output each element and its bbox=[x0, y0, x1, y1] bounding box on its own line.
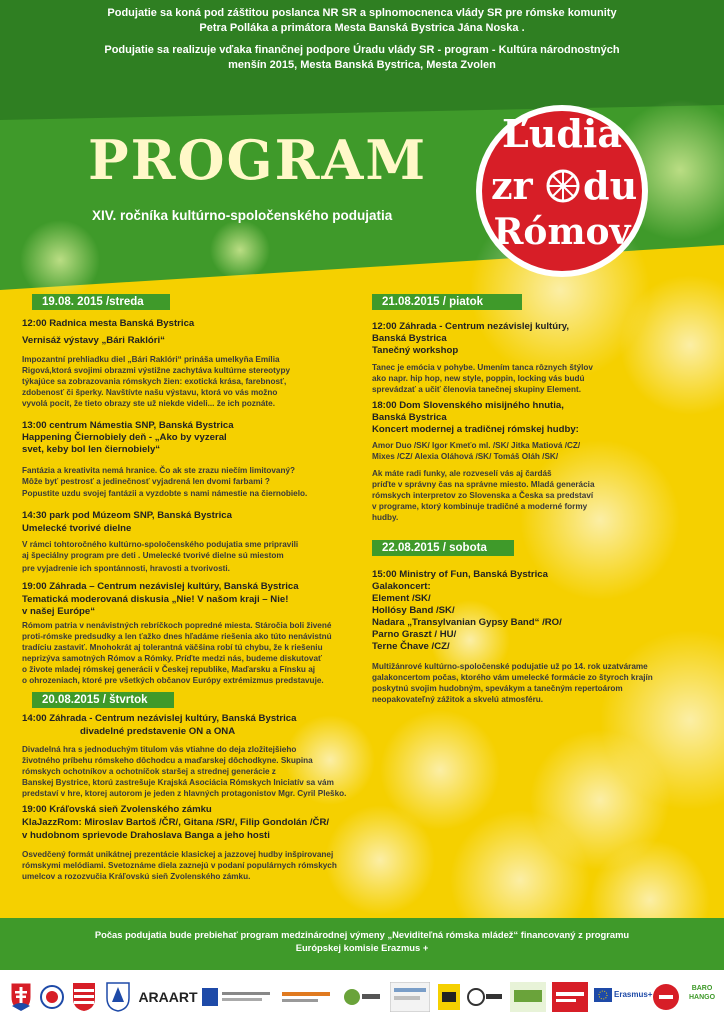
event-desc-line: Multižánrové kultúrno-spoločenské podujatie už po 14. rok uzatvárame bbox=[372, 662, 648, 671]
partner-logo-icon bbox=[390, 982, 430, 1012]
event-desc-line: pre vyjadrenie ich spontánnosti, hravosti a tvorivosti. bbox=[22, 564, 230, 573]
event-title: 19:00 Kráľovská sieň Zvolenského zámku bbox=[22, 804, 212, 815]
event-desc-line: Rómom patria v nenávistných rebríčkoch popredné miesta. Stáročia boli živené bbox=[22, 621, 332, 630]
badge-line3: Rómov bbox=[493, 211, 631, 253]
event-desc-line: sprevádzať a učiť členovia tanečnej skupiny Element. bbox=[372, 385, 581, 394]
event-title: Umelecké tvorivé dielne bbox=[22, 523, 132, 534]
header-patronage-line1: Podujatie sa koná pod záštitou poslanca NR SR a splnomocnenca vlády SR pre rómske komunity bbox=[107, 7, 617, 19]
wheel-icon bbox=[545, 168, 581, 204]
baro-hango-logo: BARO HANGO bbox=[688, 985, 716, 1001]
event-desc-line: Osvedčený formát unikátnej prezentácie klasickej a jazzovej hudby inšpirovanej bbox=[22, 850, 334, 859]
performer-name: Hollósy Band /SK/ bbox=[372, 605, 455, 616]
performer-name: Parno Graszt / HU/ bbox=[372, 629, 457, 640]
partner-logo-icon bbox=[438, 984, 460, 1010]
event-desc-line: predstaví v hre, ktorej autorom je jeden z hlavných protagonistov Mgr. Cyril Pleško. bbox=[22, 789, 347, 798]
eu-flag-icon bbox=[594, 988, 612, 1002]
event-title: svet, keby bol len čiernobiely“ bbox=[22, 444, 161, 455]
event-desc-line: zdobenosť či šperky. Navštívte našu výstavu, ktorá vo vás možno bbox=[22, 388, 278, 397]
banska-bystrica-coat-icon bbox=[72, 982, 96, 1012]
araart-logo: ARAART bbox=[138, 989, 198, 1005]
date-bar-21-08: 21.08.2015 / piatok bbox=[372, 294, 522, 310]
partner-logos bbox=[0, 978, 724, 1018]
subtitle: XIV. ročníka kultúrno-spoločenského podujatia bbox=[92, 208, 393, 223]
date-bar-22-08: 22.08.2015 / sobota bbox=[372, 540, 514, 556]
performer-name: Nadara „Transylvanian Gypsy Band“ /RO/ bbox=[372, 617, 562, 628]
event-desc-line: o živote mladej rómskej generácii v Českej republike, Maďarsku a Fínsku aj bbox=[22, 665, 316, 674]
event-title: Happening Čiernobiely deň - „Ako by vyzeral bbox=[22, 432, 227, 443]
event-desc-line: Mixes /CZ/ Alexia Oláhová /SK/ Tomáš Oláh /SK/ bbox=[372, 452, 559, 461]
event-subtitle: Vernisáž výstavy „Bári Raklóri“ bbox=[22, 335, 165, 346]
event-desc-line: Tanec je emócia v pohybe. Umením tanca rôznych štýlov bbox=[372, 363, 593, 372]
event-title: Tematická moderovaná diskusia „Nie! V našom kraji – Nie! bbox=[22, 594, 289, 605]
event-title: divadelné predstavenie ON a ONA bbox=[80, 726, 236, 737]
partner-logo-icon bbox=[510, 982, 546, 1012]
event-desc-line: neprizýva samotných Rómov a Rómky. Príďte medzi nás, budeme diskutovať bbox=[22, 654, 322, 663]
event-title: Galakoncert: bbox=[372, 581, 431, 592]
badge-line2-right: du bbox=[583, 163, 638, 208]
event-desc-line: Divadelná hra s jednoduchým titulom vás vtiahne do deja zložitejšieho bbox=[22, 745, 297, 754]
event-desc-line: proti-rómske predsudky a len ťažko dnes hľadáme riešenia ako túto nenávistnú bbox=[22, 632, 332, 641]
event-title: 12:00 Záhrada - Centrum nezávislej kultúry, bbox=[372, 321, 570, 332]
event-desc-line: vyvolá pocit, že tieto obrazy ste už niekde videli... že ich poznáte. bbox=[22, 399, 275, 408]
event-desc-line: životného príbehu rómskeho dôchodcu a maďarskej dôchodkyne. Skupina bbox=[22, 756, 313, 765]
event-title: 19:00 Záhrada – Centrum nezávislej kultúry, Banská Bystrica bbox=[22, 581, 299, 592]
partner-logo-icon bbox=[552, 982, 588, 1012]
event-title: Tanečný workshop bbox=[372, 345, 459, 356]
event-desc-line: rómskych ochotníkov a ochotníčok staršej a strednej generácie z bbox=[22, 767, 276, 776]
government-office-emblem-icon bbox=[40, 982, 64, 1012]
partner-logo-icon bbox=[282, 986, 332, 1008]
ministry-logo-icon bbox=[202, 986, 272, 1008]
event-desc-line: Popustite uzdu svojej fantázii a vyzdobte s nami námestie na čiernobielo. bbox=[22, 489, 308, 498]
event-desc-line: Amor Duo /SK/ Igor Kmeťo ml. /SK/ Jitka Matiová /CZ/ bbox=[372, 441, 581, 450]
performer-name: Terne Čhave /CZ/ bbox=[372, 641, 450, 652]
event-desc-line: Rigová,ktorá svojimi obrazmi výstižne zachytáva kultúrne stereotypy bbox=[22, 366, 291, 375]
event-logo-badge bbox=[473, 102, 651, 280]
performer-name: Element /SK/ bbox=[372, 593, 431, 604]
footer-erasmus-line1: Počas podujatia bude prebiehať program medzinárodnej výmeny „Neviditeľná rómska mládež“ financovaný z programu bbox=[94, 929, 630, 940]
partner-logo-icon bbox=[466, 984, 504, 1010]
event-desc-line: Ak máte radi funky, ale rozveselí vás aj čardáš bbox=[372, 469, 552, 478]
event-desc-line: príďte v správny čas na správne miesto. Mladá generácia bbox=[372, 480, 595, 489]
event-desc-line: umelcov a rozozvučia Kráľovskú sieň Zvolenského zámku. bbox=[22, 872, 251, 881]
erasmus-plus-logo: Erasmus+ bbox=[614, 990, 653, 999]
zvolen-coat-icon bbox=[106, 982, 130, 1012]
partner-logo-icon bbox=[652, 982, 680, 1012]
footer-erasmus-line2: Európskej komisie Erazmus + bbox=[295, 942, 429, 953]
event-title: 12:00 Radnica mesta Banská Bystrica bbox=[22, 318, 195, 329]
event-title: 14:00 Záhrada - Centrum nezávislej kultúry, Banská Bystrica bbox=[22, 713, 297, 724]
event-title: v hudobnom sprievode Drahoslava Banga a jeho hosti bbox=[22, 830, 270, 841]
event-desc-line: Impozantní prehliadku diel „Bári Raklóri“ prináša umelkyňa Emília bbox=[22, 355, 280, 364]
event-title: 13:00 centrum Námestia SNP, Banská Bystrica bbox=[22, 420, 234, 431]
event-desc-line: V rámci tohtoročného kultúrno-spoločenského podujatia sme pripravili bbox=[22, 540, 299, 549]
page-title: PROGRAM bbox=[88, 128, 428, 192]
event-desc-line: o ohrozeniach, ktoré pre všetkých občanov Európy extrémizmus predstavuje. bbox=[22, 676, 324, 685]
event-desc-line: aj špeciálny program pre deti . Umelecké tvorivé dielne sú miestom bbox=[22, 551, 284, 560]
header-funding-line1: Podujatie sa realizuje vďaka finančnej podpore Úradu vlády SR - program - Kultúra národnostných bbox=[104, 44, 620, 56]
event-desc-line: týkajúce sa zobrazovania rómskych žien: exotická krása, farebnosť, bbox=[22, 377, 287, 386]
date-bar-20-08: 20.08.2015 / štvrtok bbox=[32, 692, 174, 708]
header-funding-line2: menšín 2015, Mesta Banská Bystrica, Mesta Zvolen bbox=[228, 59, 496, 71]
event-title: 18:00 Dom Slovenského misijného hnutia, bbox=[372, 400, 564, 411]
slovakia-coat-of-arms-icon bbox=[10, 982, 32, 1012]
event-title: Banská Bystrica bbox=[372, 412, 447, 423]
event-title: 15:00 Ministry of Fun, Banská Bystrica bbox=[372, 569, 548, 580]
partner-logo-icon bbox=[342, 986, 382, 1008]
event-title: KlaJazzRom: Miroslav Bartoš /ČR/, Gitana /SR/, Filip Gondolán /ČR/ bbox=[22, 817, 330, 828]
event-title: Koncert modernej a tradičnej rómskej hudby: bbox=[372, 424, 579, 435]
event-title: Banská Bystrica bbox=[372, 333, 447, 344]
event-desc-line: v programe, ktorý kombinuje tradičné a moderné formy bbox=[372, 502, 588, 511]
badge-line1: Ľudia bbox=[502, 111, 622, 156]
badge-line2-left: zr bbox=[491, 163, 533, 208]
event-desc-line: ako napr. hip hop, new style, poppin, locking vás budú bbox=[372, 374, 585, 383]
event-desc-line: rómskych interpretov zo Slovenska a Česka sa predstaví bbox=[372, 491, 594, 500]
event-title: v našej Európe“ bbox=[22, 606, 96, 617]
event-desc-line: poskytnú svojim hudobným, spevákym a tanečným repertoárom bbox=[372, 684, 623, 693]
event-desc-line: neopakovateľný zážitok a skvelú atmosféru. bbox=[372, 695, 544, 704]
event-desc-line: tradíciu zastaviť. Mnohokrát aj tolerantná väčšina robí tú chybu, že k riešeniu bbox=[22, 643, 323, 652]
event-desc-line: Fantázia a kreativita nemá hranice. Čo ak ste zrazu niečím limitovaný? bbox=[22, 466, 296, 475]
event-desc-line: hudby. bbox=[372, 513, 399, 522]
date-bar-19-08: 19.08. 2015 /streda bbox=[32, 294, 170, 310]
event-desc-line: Môže byť pestrosť a jedinečnosť vyjadrená len dvomi farbami ? bbox=[22, 477, 270, 486]
header-patronage-line2: Petra Polláka a primátora Mesta Banská Bystrica Jána Noska . bbox=[199, 22, 525, 34]
event-title: 14:30 park pod Múzeom SNP, Banská Bystrica bbox=[22, 510, 232, 521]
event-desc-line: galakoncertom počas, ktorého vám umelecké formácie zo štyroch krajín bbox=[372, 673, 653, 682]
event-desc-line: Banskej Bystrice, ktorú zastrešuje Krajská Asociácia Rómskych Iniciatív sa vám bbox=[22, 778, 334, 787]
event-desc-line: rómskymi melódiami. Svetoznáme diela zaznejú v podaní populárnych rómskych bbox=[22, 861, 337, 870]
